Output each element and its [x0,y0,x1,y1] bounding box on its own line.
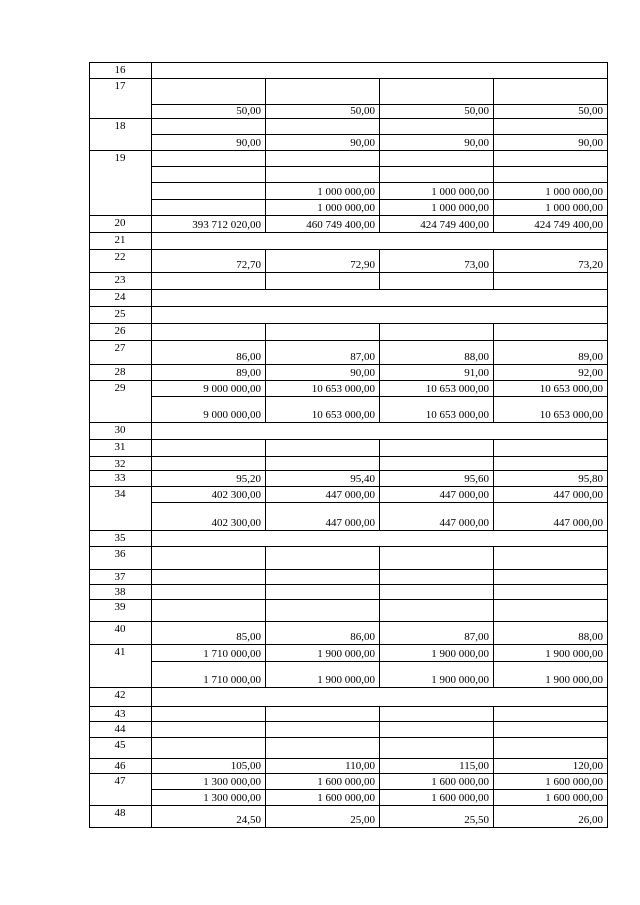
table-rule [379,737,380,758]
table-rule [89,470,608,471]
value-cell: 88,00 [464,351,489,363]
row-number: 43 [114,708,126,720]
table-rule [265,721,266,737]
table-rule [379,456,380,470]
table-rule [89,323,608,324]
table-rule [265,621,266,644]
table-rule [379,249,380,272]
value-cell: 447 000,00 [553,489,603,501]
row-number: 25 [114,308,126,320]
table-rule [493,502,494,530]
row-number: 38 [114,586,126,598]
value-cell: 72,70 [236,259,261,271]
table-rule [379,439,380,456]
value-cell: 447 000,00 [553,517,603,529]
table-rule [379,340,380,364]
table-rule [265,486,266,502]
value-cell: 72,90 [350,259,375,271]
table-rule [89,530,608,531]
value-cell: 87,00 [350,351,375,363]
value-cell: 90,00 [236,137,261,149]
value-cell: 90,00 [464,137,489,149]
table-rule [89,721,608,722]
table-rule [493,805,494,827]
table-rule [493,758,494,773]
value-cell: 447 000,00 [439,489,489,501]
table-rule [89,546,608,547]
value-cell: 1 300 000,00 [203,776,261,788]
value-cell: 89,00 [236,367,261,379]
value-cell: 1 600 000,00 [545,792,603,804]
table-rule [265,380,266,396]
table-rule [89,584,608,585]
table-rule [265,323,266,340]
table-rule [89,272,608,273]
row-number: 33 [114,472,126,484]
table-rule [89,249,608,250]
value-cell: 95,80 [578,473,603,485]
value-cell: 95,40 [350,473,375,485]
table-rule [89,340,608,341]
table-rule [379,599,380,621]
value-cell: 1 000 000,00 [431,186,489,198]
value-cell: 424 749 400,00 [420,219,489,231]
table-rule [265,104,266,118]
table-rule [89,78,608,79]
table-rule [89,232,608,233]
table-rule [89,569,608,570]
table-rule [89,306,608,307]
value-cell: 88,00 [578,631,603,643]
row-number: 24 [114,291,126,303]
table-rule [493,272,494,289]
value-cell: 402 300,00 [211,489,261,501]
table-rule [493,340,494,364]
table-rule [265,758,266,773]
table-rule [379,758,380,773]
value-cell: 73,00 [464,259,489,271]
table-rule [493,644,494,661]
value-cell: 90,00 [578,137,603,149]
table-rule [493,215,494,232]
table-rule [379,134,380,150]
table-rule [265,789,266,805]
table-rule [379,380,380,396]
table-rule [265,805,266,827]
table-rule [493,439,494,456]
table-rule [379,644,380,661]
table-rule [379,621,380,644]
value-cell: 1 600 000,00 [317,792,375,804]
value-cell: 1 000 000,00 [431,202,489,214]
value-cell: 460 749 400,00 [306,219,375,231]
row-number: 23 [114,274,126,286]
value-cell: 115,00 [459,760,489,772]
value-cell: 1 300 000,00 [203,792,261,804]
table-rule [493,621,494,644]
table-rule [265,569,266,584]
table-rule [89,827,608,828]
value-cell: 10 653 000,00 [539,383,603,395]
table-rule [89,215,608,216]
table-rule [493,396,494,422]
table-rule [379,584,380,599]
table-rule [379,470,380,486]
table-rule [89,456,608,457]
table-rule [379,486,380,502]
table-rule [379,272,380,289]
table-rule [89,118,608,119]
table-rule [493,569,494,584]
value-cell: 393 712 020,00 [192,219,261,231]
table-rule [379,706,380,721]
row-number: 47 [114,775,126,787]
table-rule [379,569,380,584]
table-rule [89,364,608,365]
table-rule [379,546,380,569]
table-rule [493,470,494,486]
value-cell: 50,00 [578,105,603,117]
value-cell: 1 600 000,00 [431,792,489,804]
value-cell: 10 653 000,00 [425,383,489,395]
table-rule [493,773,494,789]
value-cell: 424 749 400,00 [534,219,603,231]
row-number: 44 [114,723,126,735]
value-cell: 85,00 [236,631,261,643]
table-rule [265,150,266,166]
row-number: 17 [114,80,126,92]
value-cell: 26,00 [578,814,603,826]
value-cell: 95,60 [464,473,489,485]
value-cell: 73,20 [578,259,603,271]
table-rule [493,199,494,215]
value-cell: 1 000 000,00 [317,186,375,198]
row-number: 31 [114,441,126,453]
table-rule [89,687,608,688]
row-number: 45 [114,739,126,751]
table-rule [89,737,608,738]
value-cell: 1 000 000,00 [545,202,603,214]
row-number: 42 [114,689,126,701]
table-rule [379,502,380,530]
table-rule [265,773,266,789]
table-rule [265,340,266,364]
table-rule [265,456,266,470]
table-rule [493,104,494,118]
row-number: 28 [114,366,126,378]
row-number: 19 [114,152,126,164]
value-cell: 90,00 [350,367,375,379]
value-cell: 10 653 000,00 [311,409,375,421]
table-rule [493,118,494,134]
value-cell: 50,00 [236,105,261,117]
table-rule [493,364,494,380]
row-number: 40 [114,623,126,635]
value-cell: 87,00 [464,631,489,643]
row-number: 21 [114,234,126,246]
table-rule [265,182,266,199]
table-rule [493,661,494,687]
table-rule [379,396,380,422]
table-rule [379,721,380,737]
row-number: 39 [114,601,126,613]
table-rule [265,166,266,182]
table-rule [265,661,266,687]
table-rule [265,546,266,569]
value-cell: 95,20 [236,473,261,485]
value-cell: 86,00 [350,631,375,643]
table-rule [265,706,266,721]
value-cell: 110,00 [345,760,375,772]
table-rule [493,706,494,721]
row-number: 27 [114,342,126,354]
value-cell: 1 000 000,00 [317,202,375,214]
table-rule [89,380,608,381]
value-cell: 447 000,00 [325,489,375,501]
table-rule [493,789,494,805]
table-rule [379,182,380,199]
value-cell: 24,50 [236,814,261,826]
value-cell: 10 653 000,00 [311,383,375,395]
table-rule [265,599,266,621]
value-cell: 10 653 000,00 [539,409,603,421]
table-rule [493,150,494,166]
value-cell: 1 900 000,00 [545,674,603,686]
value-cell: 91,00 [464,367,489,379]
table-rule [265,396,266,422]
table-rule [89,644,608,645]
value-cell: 1 900 000,00 [317,648,375,660]
table-rule [89,621,608,622]
table-rule [265,249,266,272]
table-rule [493,78,494,104]
table-rule [493,323,494,340]
value-cell: 402 300,00 [211,517,261,529]
value-cell: 1 710 000,00 [203,674,261,686]
value-cell: 92,00 [578,367,603,379]
row-number: 20 [114,217,126,229]
table-rule [89,150,608,151]
table-rule [493,486,494,502]
table-rule [379,323,380,340]
row-number: 36 [114,548,126,560]
table-rule [379,78,380,104]
table-rule [265,199,266,215]
table-rule [493,584,494,599]
row-number: 46 [114,760,126,772]
table-rule [265,439,266,456]
table-rule [265,134,266,150]
table-rule [265,644,266,661]
table-rule [379,215,380,232]
table-rule [265,584,266,599]
table-rule [379,118,380,134]
value-cell: 447 000,00 [439,517,489,529]
table-rule [265,78,266,104]
table-rule [379,364,380,380]
table-rule [89,439,608,440]
value-cell: 50,00 [464,105,489,117]
table-rule [379,166,380,182]
value-cell: 1 900 000,00 [431,648,489,660]
table-rule [89,773,608,774]
row-number: 32 [114,458,126,470]
value-cell: 1 600 000,00 [317,776,375,788]
value-cell: 89,00 [578,351,603,363]
value-cell: 25,00 [350,814,375,826]
table-rule [493,737,494,758]
table-rule [493,546,494,569]
row-number: 34 [114,488,126,500]
table-rule [379,789,380,805]
row-number: 26 [114,325,126,337]
table-rule [89,422,608,423]
row-number: 48 [114,807,126,819]
row-number: 41 [114,646,126,658]
value-cell: 1 900 000,00 [545,648,603,660]
value-cell: 447 000,00 [325,517,375,529]
table-rule [379,150,380,166]
table-rule [607,62,608,827]
value-cell: 9 000 000,00 [203,383,261,395]
table-rule [379,104,380,118]
value-cell: 1 600 000,00 [545,776,603,788]
table-rule [89,805,608,806]
table-rule [265,502,266,530]
table-rule [151,62,152,827]
table-rule [379,805,380,827]
value-cell: 86,00 [236,351,261,363]
value-cell: 25,50 [464,814,489,826]
value-cell: 50,00 [350,105,375,117]
table-rule [89,599,608,600]
table-rule [265,272,266,289]
row-number: 18 [114,120,126,132]
value-cell: 1 900 000,00 [317,674,375,686]
table-rule [265,215,266,232]
row-number: 16 [114,64,126,76]
table-rule [493,182,494,199]
table-rule [493,249,494,272]
row-number: 37 [114,571,126,583]
table-rule [493,134,494,150]
value-cell: 120,00 [572,760,603,772]
table-rule [89,758,608,759]
table-rule [265,737,266,758]
table-rule [379,199,380,215]
table-rule [379,661,380,687]
table-rule [265,470,266,486]
table-rule [379,773,380,789]
table-rule [493,599,494,621]
value-cell: 1 900 000,00 [431,674,489,686]
table-rule [89,486,608,487]
value-cell: 1 000 000,00 [545,186,603,198]
table-rule [89,62,608,63]
row-number: 35 [114,532,126,544]
value-cell: 105,00 [230,760,261,772]
table-rule [89,706,608,707]
row-number: 30 [114,424,126,436]
value-cell: 90,00 [350,137,375,149]
value-cell: 1 600 000,00 [431,776,489,788]
row-number: 29 [114,382,126,394]
table-rule [493,721,494,737]
value-cell: 1 710 000,00 [203,648,261,660]
table-rule [493,166,494,182]
value-cell: 10 653 000,00 [425,409,489,421]
table-rule [265,364,266,380]
value-cell: 9 000 000,00 [203,409,261,421]
table-rule [493,456,494,470]
table-rule [265,118,266,134]
table-rule [493,380,494,396]
row-number: 22 [114,251,126,263]
table-rule [89,289,608,290]
